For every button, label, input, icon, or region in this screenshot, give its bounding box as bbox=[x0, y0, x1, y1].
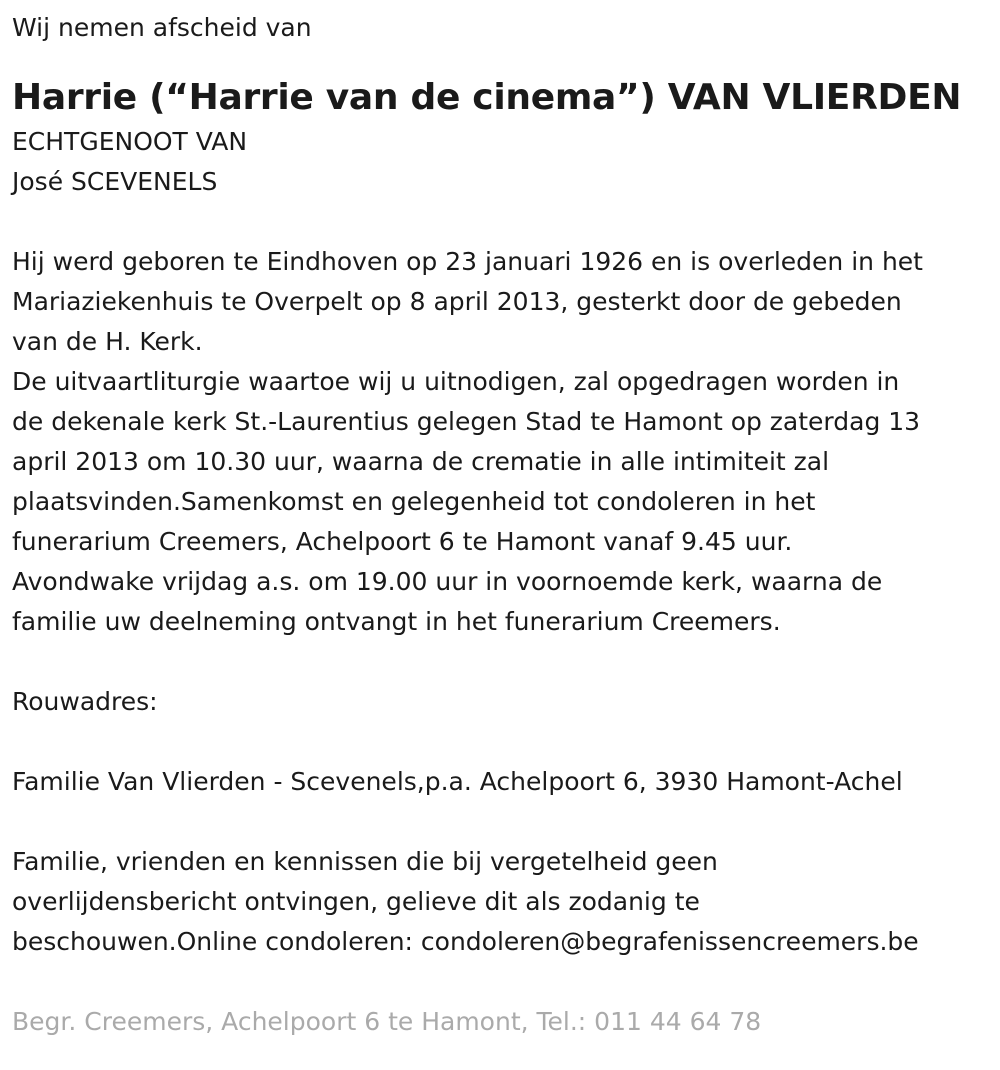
body-line: de dekenale kerk St.-Laurentius gelegen Stad te Hamont op zaterdag 13 bbox=[12, 407, 921, 436]
closing-text bbox=[12, 842, 988, 962]
body-line: van de H. Kerk. bbox=[12, 327, 203, 356]
body-line: funerarium Creemers, Achelpoort 6 te Hamont vanaf 9.45 uur. bbox=[12, 527, 793, 556]
spouse-name: José SCEVENELS bbox=[12, 167, 218, 196]
spouse-label: ECHTGENOOT VAN bbox=[12, 127, 248, 156]
body-line: april 2013 om 10.30 uur, waarna de crematie in alle intimiteit zal bbox=[12, 447, 830, 476]
mourning-address: Familie Van Vlierden - Scevenels,p.a. Achelpoort 6, 3930 Hamont-Achel bbox=[12, 767, 903, 796]
closing-line: overlijdensbericht ontvingen, gelieve dit als zodanig te bbox=[12, 887, 700, 916]
body-line: Avondwake vrijdag a.s. om 19.00 uur in voornoemde kerk, waarna de bbox=[12, 567, 883, 596]
closing-line: Familie, vrienden en kennissen die bij vergetelheid geen bbox=[12, 847, 718, 876]
spacer bbox=[12, 962, 988, 1002]
spacer bbox=[12, 722, 988, 762]
funeral-home-footer: Begr. Creemers, Achelpoort 6 te Hamont, Tel.: 011 44 64 78 bbox=[12, 1007, 762, 1036]
body-line: familie uw deelneming ontvangt in het funerarium Creemers. bbox=[12, 607, 781, 636]
spacer bbox=[12, 202, 988, 242]
spacer bbox=[12, 802, 988, 842]
address-label: Rouwadres: bbox=[12, 687, 158, 716]
intro-text: Wij nemen afscheid van bbox=[12, 13, 312, 42]
body-line: Mariaziekenhuis te Overpelt op 8 april 2013, gesterkt door de gebeden bbox=[12, 287, 902, 316]
closing-line: beschouwen.Online condoleren: condoleren@begrafenissencreemers.be bbox=[12, 927, 919, 956]
body-line: plaatsvinden.Samenkomst en gelegenheid tot condoleren in het bbox=[12, 487, 816, 516]
body-text bbox=[12, 242, 988, 642]
spacer bbox=[12, 642, 988, 682]
body-line: Hij werd geboren te Eindhoven op 23 januari 1926 en is overleden in het bbox=[12, 247, 923, 276]
deceased-name: Harrie (“Harrie van de cinema”) VAN VLIERDEN bbox=[12, 77, 962, 118]
body-line: De uitvaartliturgie waartoe wij u uitnodigen, zal opgedragen worden in bbox=[12, 367, 900, 396]
